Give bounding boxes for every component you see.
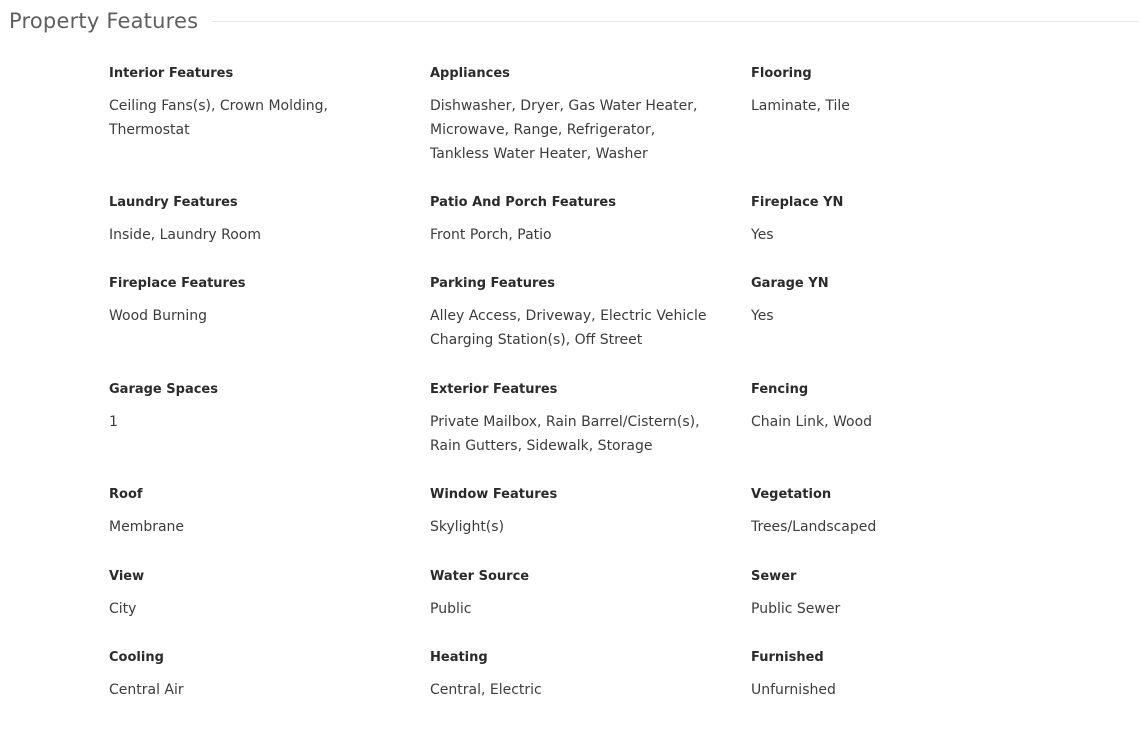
feature-label: Flooring (751, 66, 812, 81)
feature-interior-features (109, 64, 430, 193)
feature-value: Alley Access, Driveway, Electric Vehicle Charging Station(s), Off Street (430, 308, 707, 348)
feature-value: Membrane (109, 519, 185, 535)
feature-vegetation (751, 485, 1051, 567)
feature-value: Private Mailbox, Rain Barrel/Cistern(s), Rain Gutters, Sidewalk, Storage (430, 414, 700, 454)
feature-row (109, 567, 1109, 648)
feature-label: Water Source (430, 569, 530, 584)
feature-value: 1 (109, 414, 118, 430)
feature-label: Sewer (751, 569, 797, 584)
feature-fencing (751, 380, 1051, 485)
feature-value: Laminate, Tile (751, 98, 850, 114)
feature-value: Ceiling Fans(s), Crown Molding, Thermostat (109, 98, 328, 138)
feature-window-features (430, 485, 751, 567)
feature-row (109, 274, 1109, 380)
feature-label: Furnished (751, 650, 824, 665)
feature-label: Fireplace Features (109, 276, 246, 291)
feature-value: Public Sewer (751, 601, 841, 617)
feature-value: Yes (751, 227, 774, 243)
feature-label: Window Features (430, 487, 558, 502)
feature-label: Cooling (109, 650, 164, 665)
feature-label: Fireplace YN (751, 195, 844, 210)
feature-patio-and-porch-features (430, 193, 751, 274)
feature-fireplace-yn (751, 193, 1051, 274)
feature-row (109, 485, 1109, 567)
feature-fireplace-features (109, 274, 430, 380)
feature-row (109, 380, 1109, 485)
feature-label: Parking Features (430, 276, 555, 291)
feature-value: Wood Burning (109, 308, 207, 324)
feature-furnished (751, 648, 1051, 708)
feature-label: Vegetation (751, 487, 832, 502)
feature-flooring (751, 64, 1051, 193)
feature-label: Roof (109, 487, 143, 502)
feature-value: Dishwasher, Dryer, Gas Water Heater, Microwave, Range, Refrigerator, Tankless Water Heater, Washer (430, 98, 698, 162)
feature-heating (430, 648, 751, 708)
feature-value: Chain Link, Wood (751, 414, 873, 430)
feature-exterior-features (430, 380, 751, 485)
feature-water-source (430, 567, 751, 648)
feature-label: Appliances (430, 66, 510, 81)
feature-value: Inside, Laundry Room (109, 227, 261, 243)
feature-label: Exterior Features (430, 382, 558, 397)
feature-appliances (430, 64, 751, 193)
feature-label: Interior Features (109, 66, 234, 81)
feature-row (109, 64, 1109, 193)
feature-label: Patio And Porch Features (430, 195, 616, 210)
feature-value: City (109, 601, 137, 617)
feature-row (109, 648, 1109, 708)
feature-garage-spaces (109, 380, 430, 485)
feature-value: Skylight(s) (430, 519, 505, 535)
feature-value: Trees/Landscaped (751, 519, 877, 535)
feature-parking-features (430, 274, 751, 380)
features-grid (109, 64, 1109, 708)
feature-label: Laundry Features (109, 195, 238, 210)
feature-laundry-features (109, 193, 430, 274)
feature-sewer (751, 567, 1051, 648)
section-header (9, 4, 1139, 38)
feature-value: Public (430, 601, 472, 617)
feature-value: Front Porch, Patio (430, 227, 552, 243)
feature-label: Heating (430, 650, 488, 665)
feature-view (109, 567, 430, 648)
section-divider (212, 21, 1139, 22)
section-title: Property Features (9, 9, 199, 33)
feature-label: Fencing (751, 382, 809, 397)
feature-garage-yn (751, 274, 1051, 380)
feature-value: Central, Electric (430, 682, 542, 698)
feature-value: Central Air (109, 682, 184, 698)
feature-roof (109, 485, 430, 567)
feature-value: Unfurnished (751, 682, 836, 698)
feature-label: View (109, 569, 145, 584)
feature-value: Yes (751, 308, 774, 324)
feature-row (109, 193, 1109, 274)
feature-cooling (109, 648, 430, 708)
feature-label: Garage YN (751, 276, 829, 291)
feature-label: Garage Spaces (109, 382, 218, 397)
